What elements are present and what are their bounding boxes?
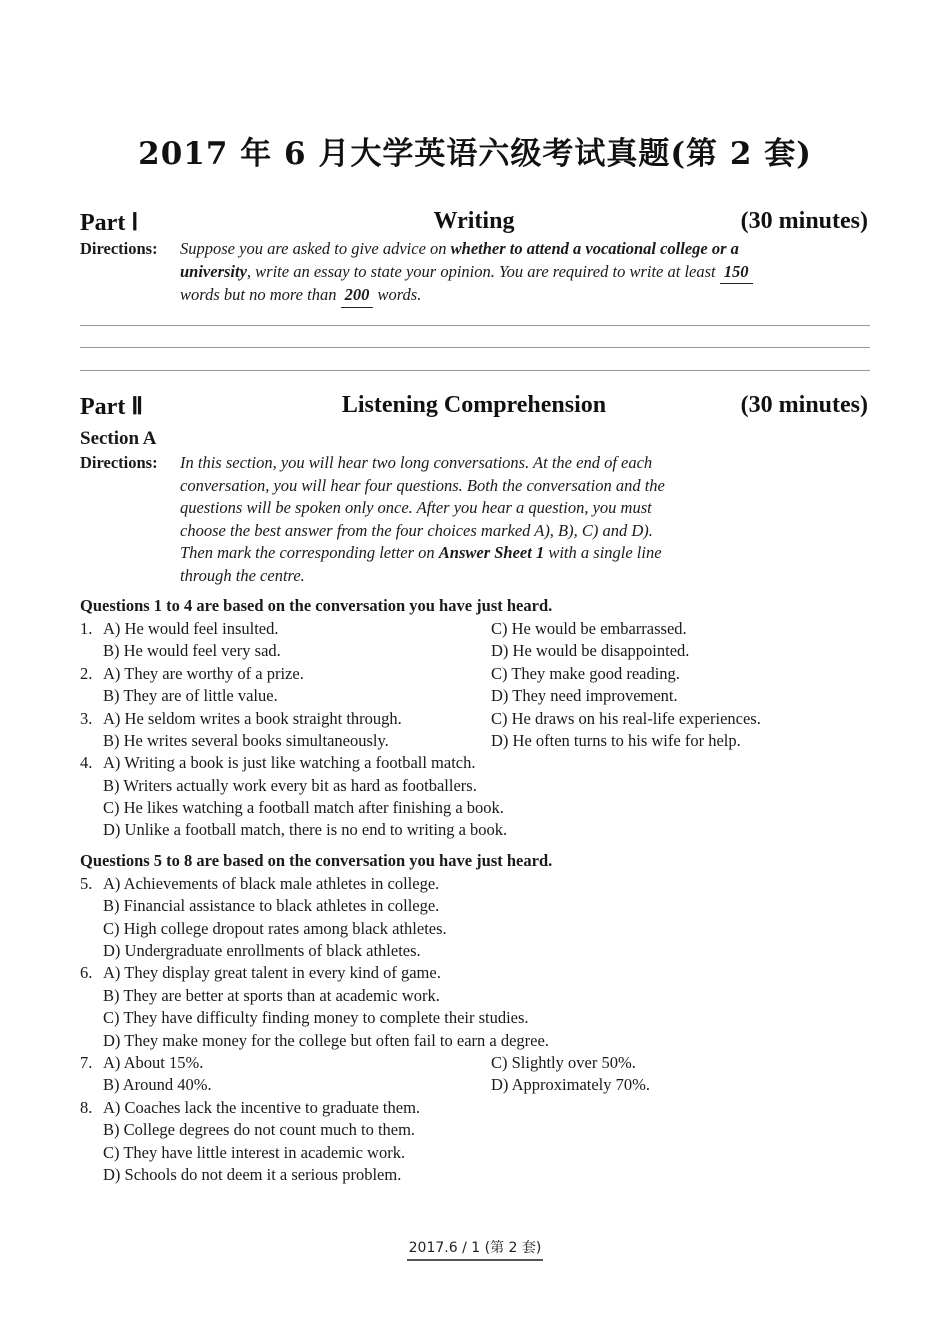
option: C) He likes watching a football match after finishing a book. [103, 798, 504, 817]
dir-topic: university [180, 261, 247, 281]
option: D) Undergraduate enrollments of black athletes. [103, 941, 421, 960]
part1-directions-text [180, 238, 870, 308]
page-number: 2017.6 / 1 (第 2 套) [407, 1237, 544, 1261]
option: B) College degrees do not count much to them. [103, 1120, 416, 1139]
option: A) About 15%. [103, 1053, 204, 1072]
dir-line: In this section, you will hear two long conversations. At the end of each [180, 453, 653, 472]
dir-text: words but no more than [180, 285, 341, 304]
part1-header [80, 208, 868, 238]
writing-line [80, 347, 870, 348]
part2-directions-text [180, 452, 870, 587]
option: A) He would feel insulted. [103, 619, 279, 638]
dir-line: questions will be spoken only once. After you hear a question, you must [180, 498, 652, 517]
option: D) They make money for the college but often fail to earn a degree. [103, 1031, 549, 1050]
question-number: 7. [80, 1053, 93, 1072]
part2-directions [80, 452, 870, 592]
option: B) They are better at sports than at academic work. [103, 986, 440, 1005]
page-footer [0, 1237, 950, 1261]
option: A) Coaches lack the incentive to graduate them. [103, 1098, 421, 1117]
option: B) He would feel very sad. [103, 641, 281, 660]
question-group-heading: Questions 1 to 4 are based on the conversation you have just heard. [80, 596, 553, 615]
option: D) He would be disappointed. [491, 641, 690, 660]
dir-line: conversation, you will hear four questions. Both the conversation and the [180, 475, 665, 495]
max-words: 200 [341, 284, 374, 308]
option: B) Writers actually work every bit as hard as footballers. [103, 776, 477, 795]
option: C) Slightly over 50%. [491, 1053, 636, 1072]
dir-text: Then mark the corresponding letter on [180, 543, 439, 562]
part2-directions-label: Directions: [80, 453, 158, 472]
option: C) He draws on his real-life experiences. [491, 709, 761, 728]
option: D) They need improvement. [491, 686, 678, 705]
question-number: 6. [80, 963, 93, 982]
page-title: 2017 年 6 月大学英语六级考试真题(第 2 套) [138, 136, 812, 172]
part1-directions-label: Directions: [80, 239, 158, 258]
option: B) Financial assistance to black athletes in college. [103, 896, 440, 915]
writing-line [80, 370, 870, 371]
option: B) They are of little value. [103, 686, 278, 705]
part2-header [80, 392, 868, 422]
part1-label: Part Ⅰ [80, 210, 139, 236]
option: B) He writes several books simultaneously. [103, 731, 389, 750]
option: A) Writing a book is just like watching a football match. [103, 753, 476, 772]
part1-directions [80, 238, 870, 308]
section-title: Section A [80, 428, 157, 449]
option: A) He seldom writes a book straight through. [103, 709, 402, 728]
question-number: 4. [80, 753, 93, 772]
question-group-heading: Questions 5 to 8 are based on the conversation you have just heard. [80, 851, 553, 870]
option: D) Unlike a football match, there is no end to writing a book. [103, 820, 508, 839]
option: C) They have little interest in academic work. [103, 1143, 406, 1162]
question-number: 3. [80, 709, 93, 728]
option: D) Schools do not deem it a serious problem. [103, 1165, 402, 1184]
question-number: 2. [80, 664, 93, 683]
dir-text: Suppose you are asked to give advice on [180, 239, 451, 258]
part2-time: (30 minutes) [740, 392, 868, 418]
option: B) Around 40%. [103, 1075, 212, 1094]
dir-text: , write an essay to state your opinion. You are required to write at least [246, 261, 720, 281]
option: C) High college dropout rates among black athletes. [103, 919, 447, 938]
question-number: 1. [80, 619, 93, 638]
dir-line: choose the best answer from the four choices marked A), B), C) and D). [180, 520, 653, 540]
part1-name: Writing [433, 208, 515, 234]
question-number: 5. [80, 874, 93, 893]
option: D) He often turns to his wife for help. [491, 731, 741, 750]
option: D) Approximately 70%. [491, 1075, 651, 1094]
part2-name: Listening Comprehension [341, 392, 607, 418]
option: C) He would be embarrassed. [491, 619, 687, 638]
writing-line [80, 325, 870, 326]
dir-line: through the centre. [180, 565, 305, 585]
dir-text: with a single line [544, 543, 662, 562]
question-number: 8. [80, 1098, 93, 1117]
option: A) Achievements of black male athletes in college. [103, 874, 440, 893]
option: A) They are worthy of a prize. [103, 664, 304, 683]
dir-topic: whether to attend a vocational college or a [450, 239, 739, 258]
answer-sheet-ref: Answer Sheet 1 [438, 543, 545, 562]
dir-text: words. [373, 285, 422, 304]
min-words: 150 [720, 261, 753, 285]
part1-time: (30 minutes) [740, 208, 868, 234]
part2-label: Part Ⅱ [80, 394, 144, 420]
option: A) They display great talent in every kind of game. [103, 963, 441, 982]
option: C) They make good reading. [491, 664, 680, 683]
option: C) They have difficulty finding money to complete their studies. [103, 1008, 529, 1027]
